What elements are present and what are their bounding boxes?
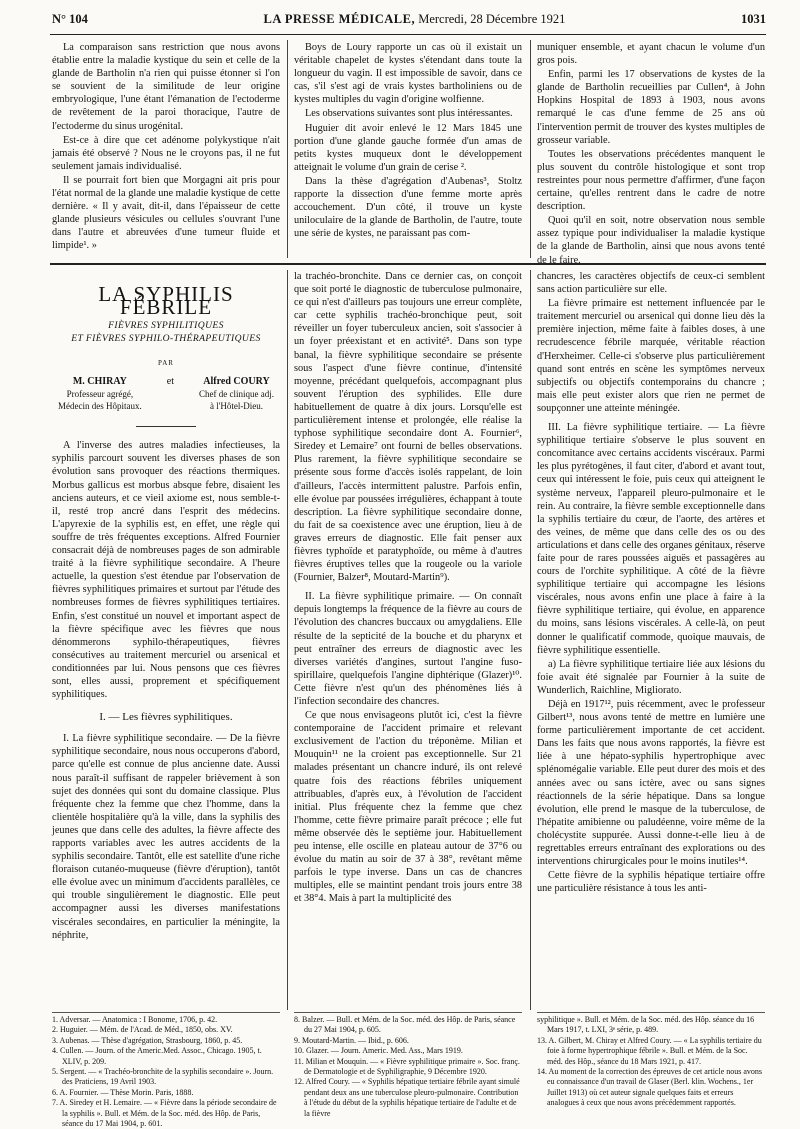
paragraph: Ce que nous envisageons plutôt ici, c'est la fièvre contemporaine de l'accident primaire et relevant exclusivement de l'action du tréponème. Milian et Mouquin¹¹ ne la croient pas exceptionnelle. Sur 21 malades présentant un chancre induré, ils ont relevé quatre fois des réactions fébriles uniquement attribuables, d'après eux, à l'évolution de l'accident initial. Plus fréquente chez la femme que chez l'homme, cette fièvre primaire paraît précoce ; elle fut même observée dès le septième jour. Habituellement peu intense, elle oscille en plateau autour de 37°6 ou évolue du matin au soir de 37 à 38°, revêtant même parfois le type inverse. Dans un cas de chancres multiples, elle se maintint pendant trois jours entre 38 et 38°4. Mais à part la multiplicité des [294,710,522,905]
column-rule [530,40,531,258]
footnote: syphilitique ». Bull. et Mém. de la Soc. méd. des Hôp. séance du 16 Mars 1917, t. LXI, 3ᵉ série, p. 489. [537,1015,755,1035]
paragraph: Enfin, parmi les 17 observations de kystes de la glande de Bartholin recueillies par Cullen⁴, à John Hopkins Hospital de 1893 à 1903, nous avons remarqué le cas d'une femme de 25 ans où l'intervention permit de trouver des kystes multiples de grosseur variable. [537,69,765,146]
column-rule [287,270,288,1010]
paragraph: Huguier dit avoir enlevé le 12 Mars 1845 une portion d'une glande gauche formée d'un amas de petits kystes muqueux dont le développement atteignait le volume d'un grain de cerise ². [294,122,522,173]
paragraph: Boys de Loury rapporte un cas où il existait un véritable chapelet de kystes s'étendant dans toute la longueur du vagin. Il est impossible de savoir, dans ce cas, s'il s'est agi de vrais kystes bartholiniens ou de kystes multiples du vagin d'origine wolfienne. [294,42,522,106]
paragraph: Il se pourrait fort bien que Morgagni ait pris pour l'état normal de la glande une maladie kystique de cette dernière. « Il y avait, dit-il, dans l'épaisseur de cette glande plusieurs vésicules ou cellules s'ouvrant l'une dans l'autre et abreuvées d'une tumeur fluide et limpide¹. » [52,174,281,252]
footnote: 4. Cullen. — Journ. of the Americ.Med. Assoc., Chicago. 1905, t. XLIV, p. 209. [52,1046,262,1066]
footnote-rule [537,1012,765,1013]
paragraph: II. La fièvre syphilitique primaire. — On connaît depuis longtemps la fréquence de la fièvre au cours de l'évolution des chancres buccaux ou amygdaliens. Elle résulte de la septicité de la bouche et du pharynx et peut entraîner des erreurs de diagnostic avec les diverses variétés d'angines, surtout l'angine fuso-spirillaire, quelquefois l'angine diphtérique (Glazer)¹⁰. Cette fièvre n'est qu'un des phénomènes liés à l'infection secondaire des chancres. [294,591,522,707]
journal-title: LA PRESSE MÉDICALE, [263,12,416,26]
paragraph: Déjà en 1917¹², puis récemment, avec le professeur Gilbert¹³, nous avons tenté de mettre en lumière une forme particulièrement importante de cet accident. Dans les faits que nous avons rapportés, la fièvre est liée à une hépato-syphilis hypertrophique avec splénomégalie variable. Elle peut durer des mois et des années avec ou sans ictère, avec ou sans signes réactionnels de la série hépatique. Dans sa longue évolution, elle prend le masque de la tuberculose, de l'hépatite amibienne ou paludéenne, voire même de la cholécystite suppurée. Aussi donne-t-elle lieu à de regrettables erreurs entraînant des explorations ou des interventions chirurgicales pour le moins inutiles¹⁴. [537,699,765,868]
page-number: 1031 [740,12,766,26]
title-separator [136,426,196,427]
footnote: 6. A. Fournier. — Thèse Morin. Paris, 1888. [52,1087,194,1097]
article-header [52,282,280,427]
top-column-2 [294,41,522,257]
article-column-2 [294,270,522,1008]
author-name: M. CHIRAY [72,376,127,388]
author-name: Alfred COURY [203,376,270,388]
column-rule [530,270,531,1010]
footnote: 11. Milian et Mouquin. — « Fièvre syphilitique primaire ». Soc. franç. de Dermatologie et de Syphiligraphie, 9 Décembre 1920. [294,1056,520,1077]
article-column-3 [537,270,765,1008]
author-1 [58,376,142,412]
author-conjunction: et [166,376,174,388]
footnote: 12. Alfred Coury. — « Syphilis hépatique tertiaire fébrile ayant simulé pendant deux ans une tuberculose pleuro-pulmonaire. Contribution à l'étude du début de la syphilis hépatique tertiaire de l'adulte et de la fièvre [294,1077,520,1118]
article-subtitle-2: ET FIÈVRES SYPHILO-THÉRAPEUTIQUES [71,332,261,344]
paragraph: La fièvre primaire est nettement influencée par le traitement mercuriel ou arsenical qui donne lieu dès la première injection, même faite à faibles doses, à une recrudescence fébrile marquée, véritable réaction d'Herxheimer. Celle-ci s'observe plus particulièrement quand sont entrés en scène les symptômes nerveux subjectifs ou objectifs contemporains du chancre ; mais elle peut exister alors que rien ne permet de soupçonner une atteinte méningée. [537,298,765,414]
issue-date: Mercredi, 28 Décembre 1921 [418,12,566,26]
article-separator-rule [50,263,766,265]
paragraph: Dans la thèse d'agrégation d'Aubenas³, Stoltz rapporte la dissection d'une femme morte après accouchement. D'un côté, il trouve un kyste uniloculaire de la glande de Bartholin, de l'autre, toute une série de kystes, ne paraissant pas com- [294,175,522,240]
paragraph: La comparaison sans restriction que nous avons établie entre la maladie kystique du sein et celle de la glande de Bartholin n'a rien qui puisse étonner si l'on se souvient de la similitude de leur origine embryologique, l'une étant l'émanation de l'ectoderme de revêtement de la paroi thoracique, l'autre de l'ectoderme du sinus urogénital. [52,42,280,132]
paragraph: muniquer ensemble, et ayant chacun le volume d'un gros pois. [537,42,765,67]
paragraph: Est-ce à dire que cet adénome polykystique n'ait jamais été observé ? Nous ne le croyons pas, il ne fut seulement jamais individualisé. [52,134,280,172]
article-subtitle: FIÈVRES SYPHILITIQUES [108,320,224,332]
paragraph: Les observations suivantes sont plus intéressantes. [305,108,513,120]
author-role: Chef de clinique adj. [199,389,274,400]
paragraph: chancres, les caractères objectifs de ceux-ci semblent sans action particulière sur elle. [537,271,765,296]
footnote-rule [52,1012,280,1013]
running-head [52,12,766,32]
footnote: 3. Aubenas. — Thèse d'agrégation, Strasbourg, 1860, p. 45. [52,1035,243,1045]
footnote: 5. Sergent. — « Trachéo-bronchite de la syphilis secondaire ». Journ. des Praticiens, 19 Avril 1903. [52,1067,274,1087]
paragraph: III. La fièvre syphilitique tertiaire. — La fièvre syphilitique tertiaire s'observe le plus souvent en concomitance avec certains accidents viscéraux. Parmi les plus pyrétogènes, il faut citer, d'abord et avant tout, ceux qui intéressent le foie, puis ceux qui atteignent le système nerveux, l'appareil pleuro-pulmonaire et le rein. Au contraire, la fièvre semble exceptionnelle dans la syphilis tertiaire du cœur, de l'aorte, des artères et des veines, de même que dans celle des os ou des articulations et dans celle des organes génitaux, réserve faite pour de rares poussées aiguës et passagères au cours de l'orchite syphilitique. A côté de la fièvre syphilitique tertiaire qui accompagne les lésions viscérales, nous avons enfin une place à faire à la fièvre syphilitique tertiaire, qui évolue, en apparence du moins, sans lésions viscérales. A celle-là, on peut donner le qualificatif commode, quoique mauvais, de fièvre syphilitique essentielle. [537,422,765,656]
journal-date-line [264,12,566,27]
footnotes-column-3 [537,1015,765,1108]
footnote: 1. Adversar. — Anatomica : I Bonome, 1706, p. 42. [52,1015,218,1024]
footnote: 7. A. Siredey et H. Lemaire. — « Fièvre dans la période secondaire de la syphilis ». Bull. et Mém. de la Soc. méd. des Hôp. de Paris, séance du 17 Mai 1904, p. 601. [52,1098,277,1129]
footnotes-column-2 [294,1015,522,1118]
footnote: 10. Glazer. — Journ. Americ. Med. Ass., Mars 1919. [294,1046,463,1056]
footnote: 14. Au moment de la correction des épreuves de cet article nous avons eu connaissance d'un travail de Glaser (Berl. klin. Wochens., 1er Juillet 1913) où cet auteur signale quelques faits et erreurs analogues à ceux que nous avons précédemment rapportés. [537,1067,763,1108]
header-rule [50,34,766,35]
article-column-1 [52,268,280,1008]
footnote: 8. Balzer. — Bull. et Mém. de la Soc. méd. des Hôp. de Paris, séance du 27 Mai 1904, p. 605. [294,1015,516,1035]
article-title: LA SYPHILIS FÉBRILE [98,282,234,320]
column-rule [287,40,288,258]
footnote: 2. Huguier. — Mém. de l'Acad. de Méd., 1850, obs. XV. [52,1025,233,1035]
footnote: 13. A. Gilbert, M. Chiray et Alfred Coury. — « La syphilis tertiaire du foie à forme hypertrophique fébrile ». Bull. et Mém. de la Soc. méd. des Hôp., séance du 18 Mars 1921, p. 417. [537,1035,762,1066]
authors [52,376,280,412]
paragraph: Toutes les observations précédentes manquent le plus souvent du contrôle histologique et sont trop restreintes pour nous permettre d'affirmer, d'une façon certaine, qu'elles rentrent dans le cadre de notre description. [537,148,765,213]
paragraph: Quoi qu'il en soit, notre observation nous semble assez typique pour individualiser la maladie kystique de la glande de Bartholin, ainsi que nous avons tenté de le faire. [537,215,765,266]
top-column-1 [52,41,280,257]
author-role: à l'Hôtel-Dieu. [209,401,264,412]
issue-number: N° 104 [52,12,88,26]
footnote-rule [294,1012,522,1013]
author-role: Professeur agrégé, [66,389,134,400]
author-2 [199,376,274,412]
paragraph: I. La fièvre syphilitique secondaire. — De la fièvre syphilitique secondaire, nous nous occuperons d'abord, parce qu'elle est connue de plus ancienne date. Aussi nous paraît-il suffisant de rappeler brièvement à son sujet des données qui sont du domaine classique. Plus fréquente chez la femme que chez l'homme, dans la clientèle hospitalière qu'à la ville, dans la syphilis des jeunes que dans celle des adultes, la fièvre affecte des rapports variables avec les autres accidents de la syphilis secondaire. Tantôt, elle est satellite d'une riche floraison cutanéo-muqueuse (fièvre d'éruption), tantôt elle évolue avec un minimum d'accidents parallèles, ce qui trouble singulièrement le diagnostic. Elle peut accompagner aussi les diverses manifestations viscérales secondaires, en particulier la méningite, la néphrite, [52,733,280,941]
footnote: 9. Moutard-Martin. — Ibid., p. 606. [294,1035,409,1045]
top-column-3 [537,41,765,266]
author-role: Médecin des Hôpitaux. [58,401,142,412]
paragraph: Cette fièvre de la syphilis hépatique tertiaire offre une particulière résistance à tous les anti- [537,870,765,895]
paragraph: a) La fièvre syphilitique tertiaire liée aux lésions du foie avait été signalée par Fournier à la suite de Wunderlich, Raichline, Migliorato. [537,658,765,696]
paragraph: la trachéo-bronchite. Dans ce dernier cas, on conçoit que soit porté le diagnostic de tuberculose pulmonaire, ce qui n'est d'ailleurs pas toujours une erreur complète, car cette syphilis trachéo-bronchique peut, soit réveiller un foyer tuberculeux ancien, soit s'associer à un foyer préexistant et en activité⁵. Dans son type banal, la fièvre syphilitique secondaire se présente sous l'aspect d'une fièvre continue, d'intensité moyenne, précédant quelquefois, accompagnant plus souvent l'éruption des syphilides. Elle dure habituellement de quatre à dix jours. Lorsqu'elle est particulièrement intense et prolongée, elle réalise la typhose syphilitique secondaire dont A. Fournier⁶, Siredey et Lemaire⁷ ont fourni de belles observations. Plus rarement, la fièvre syphilitique secondaire se présente sous forme d'accès isolés rappelant, de loin d'ailleurs, l'accès intermittent palustre. Parfois enfin, elle évolue par poussées irrégulières, échappant à toute description. La fièvre syphilitique secondaire donne, du fait de sa coexistence avec une éruption, lieu à de graves erreurs de diagnostic. Elle fait penser aux fièvres typhoïde et paratyphoïde, ou même à d'autres fièvres éruptives telles que la rougeole ou la variole (Fournier, Balzer⁸, Moutard-Martin⁹). [294,271,522,584]
by-line: PAR [158,359,174,368]
section-heading: I. — Les fièvres syphilitiques. [99,711,233,724]
intro-paragraph: A l'inverse des autres maladies infectieuses, la syphilis parcourt souvent les diverses phases de son évolution sans provoquer des réactions thermiques. Morbus gallicus est morbus absque febre, disaient les anciens auteurs, et ce vieil axiome est, nous semble-t-il, resté trop ancré dans l'esprit des médecins. L'apyrexie de la syphilis est, en effet, une règle qui souffre de très fréquentes exceptions. Alfred Fournier consacrait déjà de nombreuses pages de son admirable traité à la fièvre syphilitique secondaire. A l'heure actuelle, la question s'est étendue par l'observation de fièvres syphilitiques primaires et surtout par l'étude des nombreuses formes de fièvres syphilitiques tertiaires. Enfin, s'est constitué un nouvel et important aspect de la fièvre spécifique avec les fièvres que nous dénommerons syphilo-thérapeutiques, fièvres consécutives au traitement mercuriel ou arsenical et conditionnées par lui. Nous pensons que ces fièvres sont, elles aussi, proprement et spécifiquement syphilitiques. [52,440,280,701]
footnotes-column-1 [52,1015,280,1129]
